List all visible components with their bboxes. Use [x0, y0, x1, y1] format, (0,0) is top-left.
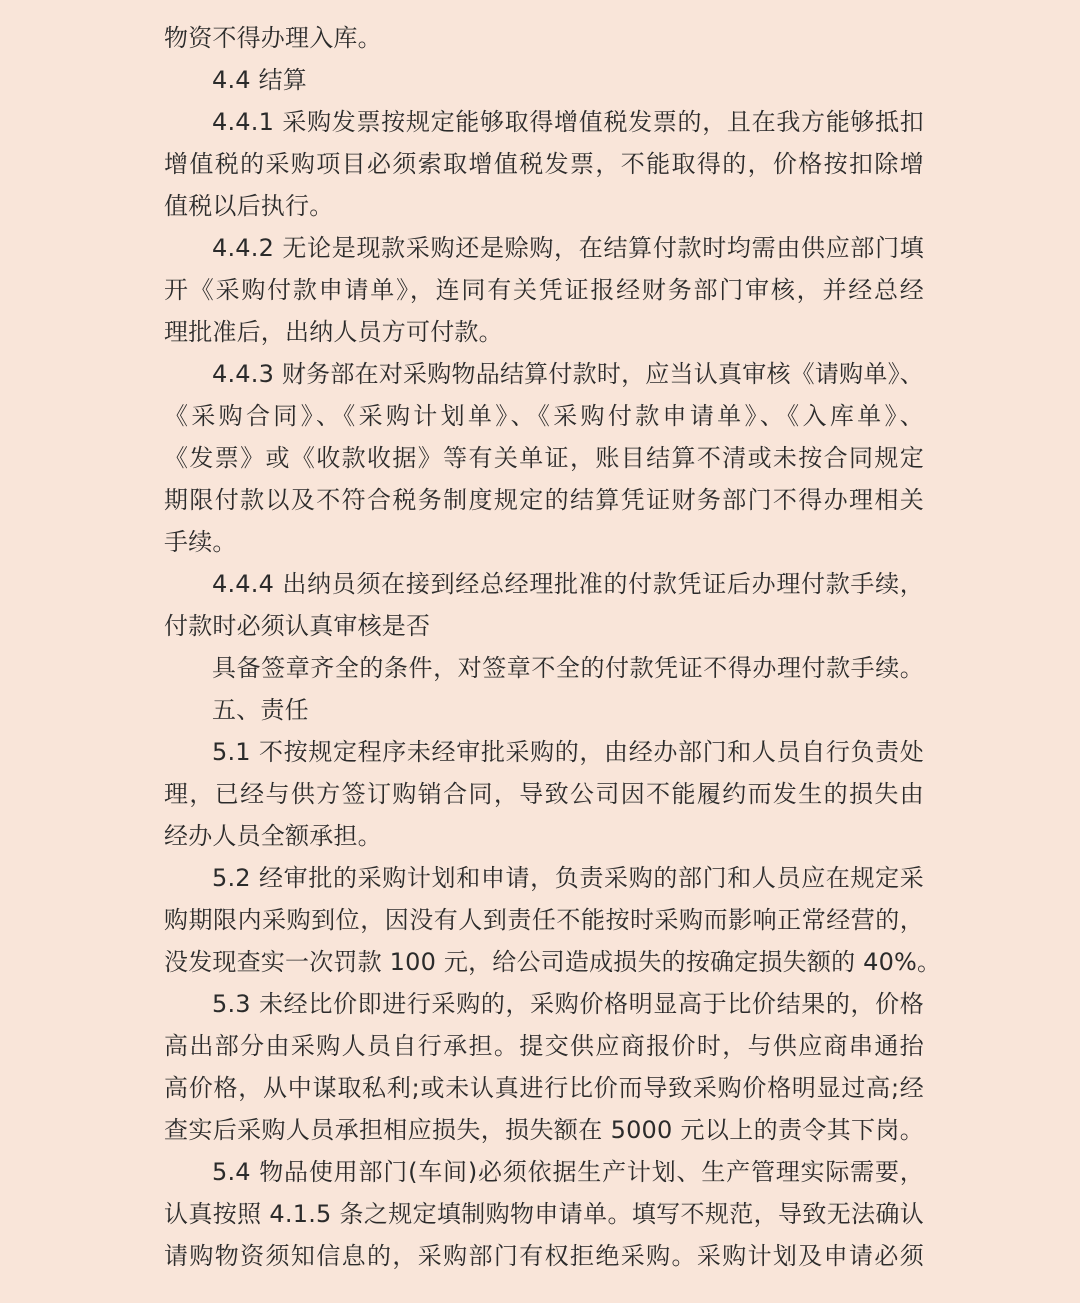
- text-line: 4.4.3 财务部在对采购物品结算付款时，应当认真审核《请购单》、: [212, 360, 924, 388]
- text-line: 查实后采购人员承担相应损失，损失额在 5000 元以上的责令其下岗。: [164, 1116, 924, 1144]
- text-line: 高出部分由采购人员自行承担。提交供应商报价时，与供应商串通抬: [164, 1032, 924, 1060]
- text-line: 请购物资须知信息的，采购部门有权拒绝采购。采购计划及申请必须: [164, 1242, 924, 1270]
- text-line: 购期限内采购到位，因没有人到责任不能按时采购而影响正常经营的，: [164, 906, 924, 934]
- text-line: 理批准后，出纳人员方可付款。: [164, 318, 503, 346]
- text-line: 4.4.2 无论是现款采购还是赊购，在结算付款时均需由供应部门填: [212, 234, 924, 262]
- text-line: 物资不得办理入库。: [164, 24, 382, 52]
- text-line: 5.1 不按规定程序未经审批采购的，由经办部门和人员自行负责处: [212, 738, 924, 766]
- text-line: 没发现查实一次罚款 100 元，给公司造成损失的按确定损失额的 40%。: [164, 948, 942, 976]
- text-line: 4.4.1 采购发票按规定能够取得增值税发票的，且在我方能够抵扣: [212, 108, 924, 136]
- text-line: 高价格，从中谋取私利;或未认真进行比价而导致采购价格明显过高;经: [164, 1074, 924, 1102]
- text-line: 5.4 物品使用部门(车间)必须依据生产计划、生产管理实际需要，: [212, 1158, 924, 1186]
- section-heading: 4.4 结算: [212, 66, 307, 94]
- text-line: 5.3 未经比价即进行采购的，采购价格明显高于比价结果的，价格: [212, 990, 924, 1018]
- text-line: 值税以后执行。: [164, 192, 334, 220]
- text-line: 经办人员全额承担。: [164, 822, 382, 850]
- text-line: 具备签章齐全的条件，对签章不全的付款凭证不得办理付款手续。: [212, 654, 924, 682]
- text-line: 付款时必须认真审核是否: [164, 612, 431, 640]
- text-line: 认真按照 4.1.5 条之规定填制购物申请单。填写不规范，导致无法确认: [164, 1200, 924, 1228]
- text-line: 期限付款以及不符合税务制度规定的结算凭证财务部门不得办理相关: [164, 486, 924, 514]
- text-line: 《采购合同》、《采购计划单》、《采购付款申请单》、《入库单》、: [164, 402, 924, 430]
- text-line: 开《采购付款申请单》，连同有关凭证报经财务部门审核，并经总经: [164, 276, 924, 304]
- section-heading: 五、责任: [212, 696, 309, 724]
- text-line: 《发票》或《收款收据》等有关单证，账目结算不清或未按合同规定: [164, 444, 924, 472]
- text-line: 理，已经与供方签订购销合同，导致公司因不能履约而发生的损失由: [164, 780, 924, 808]
- text-line: 4.4.4 出纳员须在接到经总经理批准的付款凭证后办理付款手续，: [212, 570, 924, 598]
- text-line: 5.2 经审批的采购计划和申请，负责采购的部门和人员应在规定采: [212, 864, 924, 892]
- text-line: 增值税的采购项目必须索取增值税发票，不能取得的，价格按扣除增: [164, 150, 924, 178]
- text-line: 手续。: [164, 528, 237, 556]
